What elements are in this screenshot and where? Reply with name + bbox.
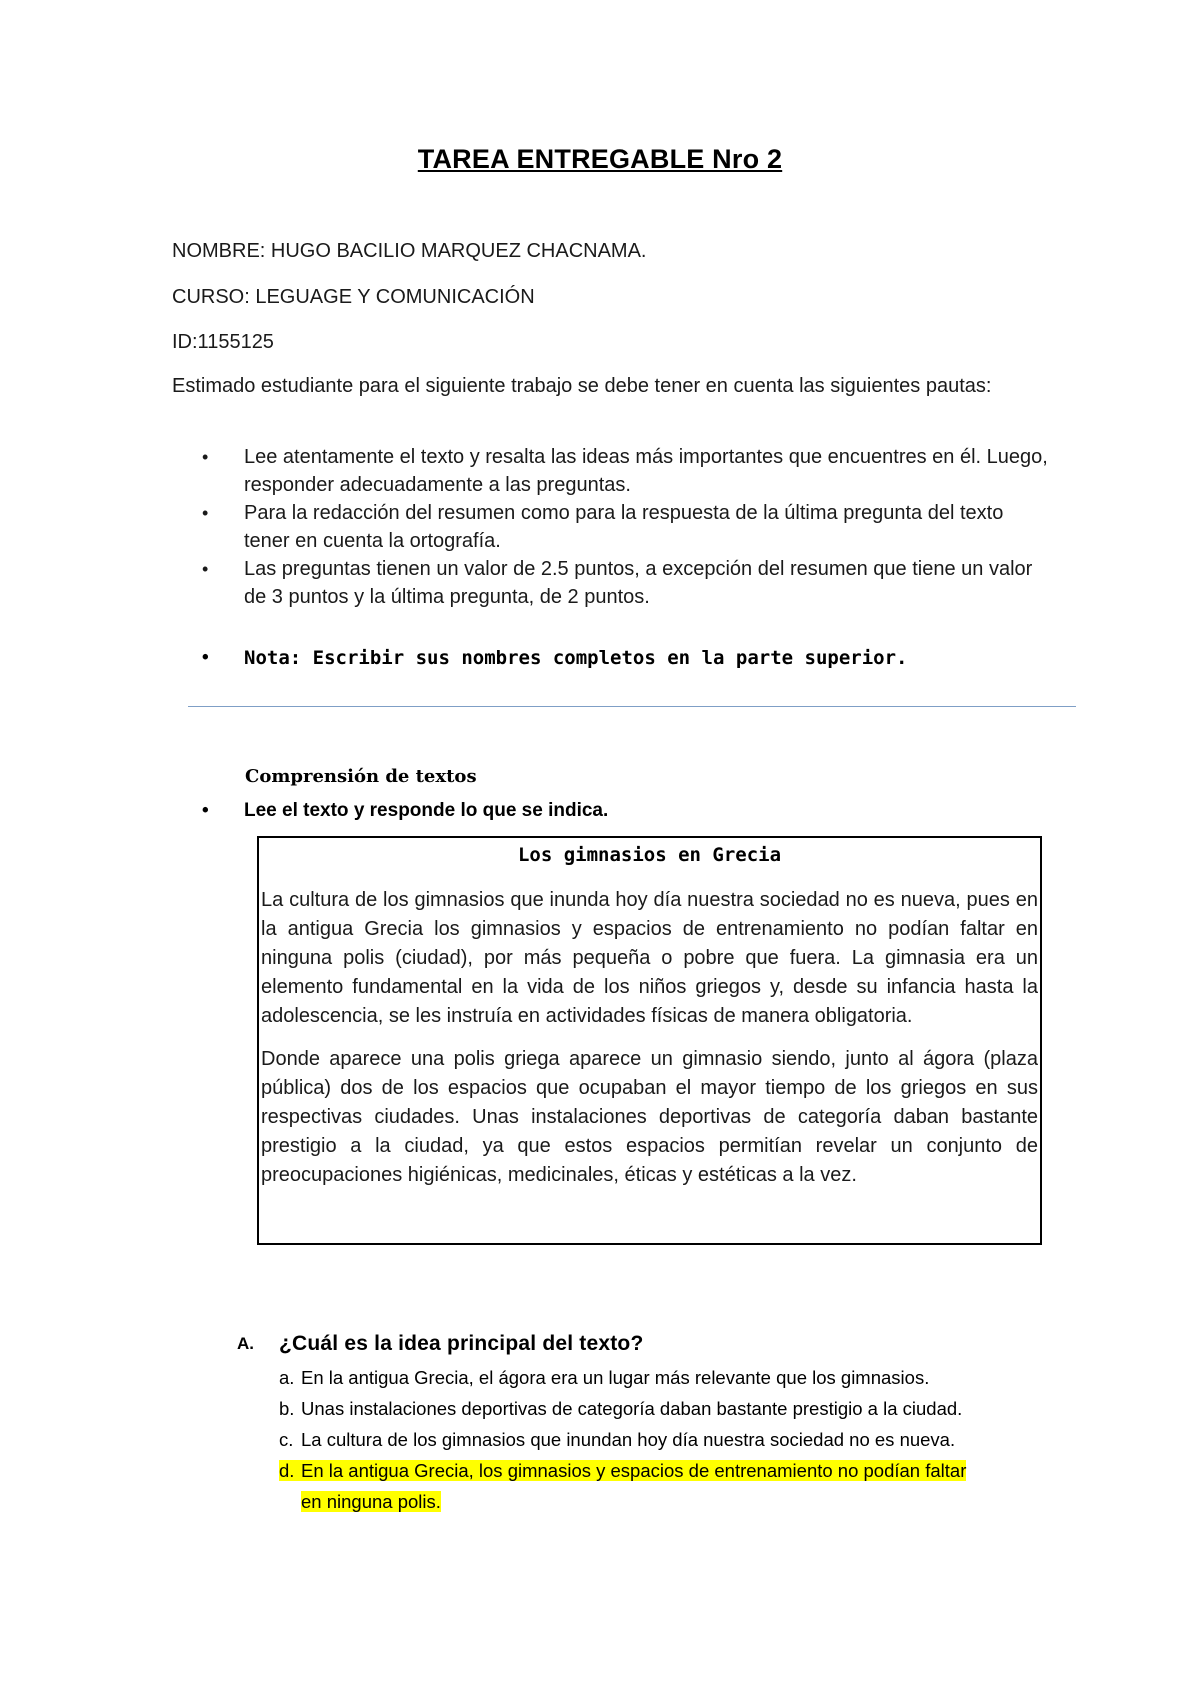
student-name: NOMBRE: HUGO BACILIO MARQUEZ CHACNAMA. [172,240,647,262]
intro-text: Estimado estudiante para el siguiente trabajo se debe tener en cuenta las siguientes pautas: [172,375,992,397]
bullet-icon: • [202,447,209,467]
horizontal-divider [188,706,1076,707]
bullet-icon: • [202,559,209,579]
option-d-selected: d. En la antigua Grecia, los gimnasios y espacios de entrenamiento no podían faltar [279,1460,967,1481]
option-d-continuation: en ninguna polis. [301,1491,441,1512]
bullet-icon: • [202,800,209,821]
section-instruction: • Lee el texto y responde lo que se indica. [202,800,609,821]
guideline-item: • Para la redacción del resumen como para la respuesta de la última pregunta del texto tener en cuenta la ortografía. [172,499,1052,555]
question-a [237,1332,644,1356]
section-heading: Comprensión de textos [245,766,477,787]
note-text: • Nota: Escribir sus nombres completos en la parte superior. [202,647,908,669]
option-b: b. Unas instalaciones deportivas de categoría daban bastante prestigio a la ciudad. [279,1398,963,1419]
reading-box [257,836,1042,1245]
guideline-item: • Lee atentamente el texto y resalta las ideas más importantes que encuentres en él. Luego, responder adecuadamente a las preguntas. [172,443,1052,499]
guideline-item: • Las preguntas tienen un valor de 2.5 puntos, a excepción del resumen que tiene un valor de 3 puntos y la última pregunta, de 2 puntos. [172,555,1052,611]
reading-title: Los gimnasios en Grecia [517,844,782,866]
course-name: CURSO: LEGUAGE Y COMUNICACIÓN [172,286,535,308]
reading-paragraph-2: Donde aparece una polis griega aparece un gimnasio siendo, junto al ágora (plaza pública) dos de los espacios que ocupaban el mayor tiempo de los griegos en sus respectivas ciudades. Unas instalaciones deportivas de categoría daban bastante prestigio a la ciudad, ya que estos espacios permitían revelar un conjunto de preocupaciones higiénicas, medicinales, éticas y estéticas a la vez. [261,1048,1038,1186]
page-title: TAREA ENTREGABLE Nro 2 [417,144,783,174]
reading-paragraph-1: La cultura de los gimnasios que inunda hoy día nuestra sociedad no es nueva, pues en la antigua Grecia los gimnasios y espacios de entrenamiento no podían faltar en ninguna polis (ciudad), por más pequeña o pobre que fuera. La gimnasia era un elemento fundamental en la vida de los niños griegos y, desde su infancia hasta la adolescencia, se les instruía en actividades físicas de manera obligatoria. [261,889,1038,1027]
student-id: ID:1155125 [172,331,274,353]
bullet-icon: • [202,647,209,668]
bullet-icon: • [202,503,209,523]
answer-options [279,1362,1059,1517]
question-text: ¿Cuál es la idea principal del texto? [279,1332,644,1355]
question-letter: A. [237,1334,254,1353]
option-a: a. En la antigua Grecia, el ágora era un lugar más relevante que los gimnasios. [279,1367,930,1388]
option-c: c. La cultura de los gimnasios que inundan hoy día nuestra sociedad no es nueva. [279,1429,956,1450]
guidelines-list [172,443,1052,611]
